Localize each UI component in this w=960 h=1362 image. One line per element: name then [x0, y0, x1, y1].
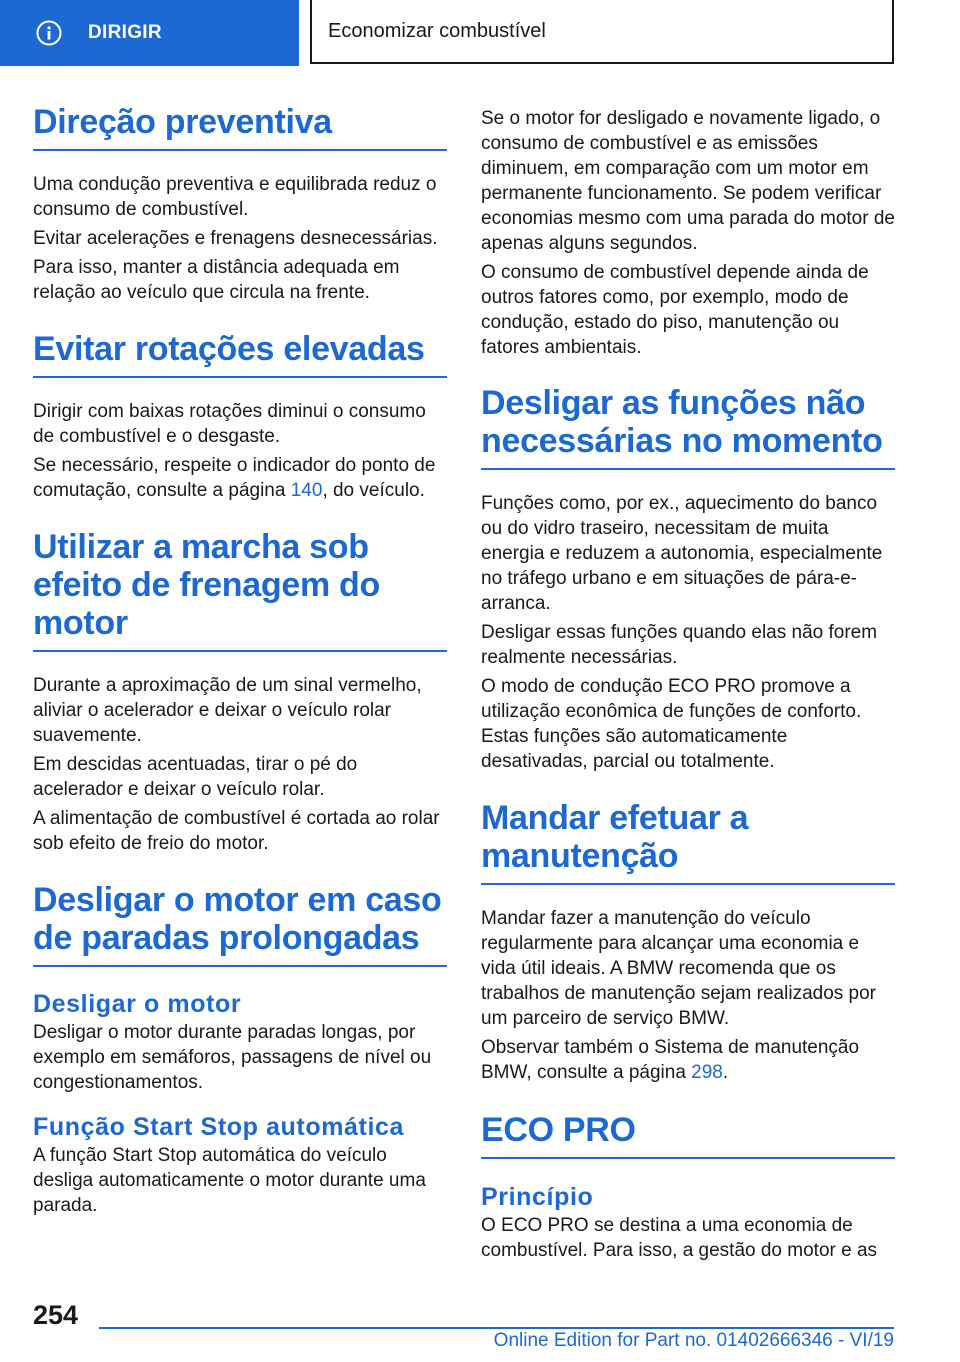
- heading-evitar-rotacoes: Evitar rotações elevadas: [33, 330, 447, 378]
- footer-divider: [99, 1327, 894, 1329]
- heading-desligar-motor-paradas: Desligar o motor em caso de paradas prolongadas: [33, 881, 447, 967]
- paragraph-text: .: [722, 1062, 729, 1083]
- heading-desligar-funcoes: Desligar as funções não necessárias no momento: [481, 384, 895, 470]
- paragraph: Evitar acelerações e frenagens desnecessárias.: [33, 228, 438, 249]
- paragraph: O consumo de combustível depende ainda de outros fatores como, por exemplo, modo de condução, estado do piso, manutenção ou fatores ambientais.: [481, 262, 869, 358]
- paragraph: Dirigir com baixas rotações diminui o consumo de combustível e o desgaste.: [33, 401, 426, 447]
- paragraph: [481, 1035, 895, 1085]
- paragraph: Se o motor for desligado e novamente ligado, o consumo de combustível e as emissões diminuem, em comparação com um motor em permanente funcionamento. Se podem verificar economias mesmo com uma parada do motor de apenas alguns segundos.: [481, 108, 895, 254]
- paragraph: Mandar fazer a manutenção do veículo regularmente para alcançar uma economia e vida útil ideais. A BMW recomenda que os trabalhos de manutenção sejam realizados por um parceiro de serviço BMW.: [481, 908, 877, 1029]
- page-link-140[interactable]: 140: [290, 480, 323, 501]
- paragraph: A alimentação de combustível é cortada ao rolar sob efeito de freio do motor.: [33, 808, 440, 854]
- subheading-principio: Princípio: [481, 1183, 594, 1211]
- page-header: [0, 0, 960, 66]
- paragraph-text: Observar também o Sistema de manutenção BMW, consulte a página: [481, 1037, 860, 1083]
- paragraph: [33, 453, 447, 503]
- subheading-start-stop: Função Start Stop automática: [33, 1113, 405, 1141]
- paragraph: Funções como, por ex., aquecimento do banco ou do vidro traseiro, necessitam de muita energia e reduzem a autonomia, especialmente no tráfego urbano e em situações de pára-e-arranca.: [481, 493, 883, 614]
- edition-note: Online Edition for Part no. 01402666346 - VI/19: [493, 1330, 894, 1351]
- paragraph: Desligar o motor durante paradas longas, por exemplo em semáforos, passagens de nível ou congestionamentos.: [33, 1022, 432, 1093]
- heading-utilizar-marcha: Utilizar a marcha sob efeito de frenagem do motor: [33, 528, 447, 652]
- page-link-298[interactable]: 298: [691, 1062, 723, 1083]
- paragraph: Desligar essas funções quando elas não forem realmente necessárias.: [481, 622, 878, 668]
- paragraph-text: , do veículo.: [322, 480, 425, 501]
- paragraph-text: Se necessário, respeite o indicador do ponto de comutação, consulte a página: [33, 455, 436, 501]
- heading-eco-pro: ECO PRO: [481, 1111, 895, 1159]
- section-tab: [0, 0, 299, 66]
- paragraph: Para isso, manter a distância adequada em relação ao veículo que circula na frente.: [33, 257, 400, 303]
- right-column: [481, 100, 895, 1263]
- paragraph: O ECO PRO se destina a uma economia de combustível. Para isso, a gestão do motor e as: [481, 1215, 878, 1261]
- subheading-desligar-motor: Desligar o motor: [33, 990, 242, 1018]
- section-label: DIRIGIR: [88, 22, 162, 43]
- info-icon: [36, 20, 62, 46]
- left-column: [33, 100, 447, 1218]
- page-number: 254: [33, 1300, 79, 1330]
- heading-manutencao: Mandar efetuar a manutenção: [481, 799, 895, 885]
- page-title: Economizar combustível: [310, 0, 894, 64]
- paragraph: Durante a aproximação de um sinal vermelho, aliviar o acelerador e deixar o veículo rolar suavemente.: [33, 675, 422, 746]
- paragraph: A função Start Stop automática do veículo desliga automaticamente o motor durante uma parada.: [33, 1145, 426, 1216]
- paragraph: Uma condução preventiva e equilibrada reduz o consumo de combustível.: [33, 174, 437, 220]
- paragraph: O modo de condução ECO PRO promove a utilização econômica de funções de conforto. Estas funções são automaticamente desativadas, parcial ou totalmente.: [481, 676, 862, 772]
- heading-direcao-preventiva: Direção preventiva: [33, 103, 447, 151]
- paragraph: Em descidas acentuadas, tirar o pé do acelerador e deixar o veículo rolar.: [33, 754, 358, 800]
